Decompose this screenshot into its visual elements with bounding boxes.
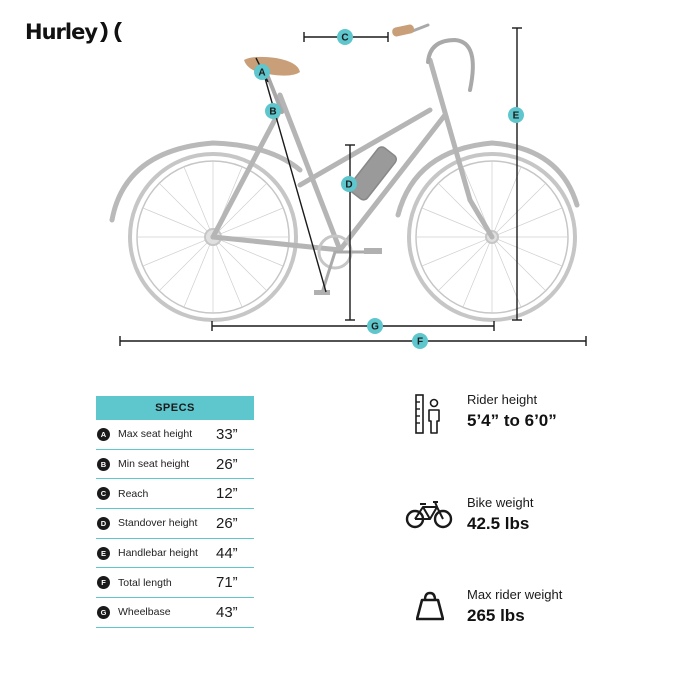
spec-row <box>96 479 254 509</box>
brand-name: Hurley <box>25 20 98 44</box>
svg-text:C: C <box>341 32 349 44</box>
specs-table <box>96 396 254 628</box>
marker-d <box>341 176 357 192</box>
bike-weight-value: 42.5 lbs <box>467 514 530 533</box>
weight-icon <box>416 591 444 621</box>
spec-value: 44” <box>216 544 238 562</box>
marker-f <box>412 333 428 349</box>
spec-badge: B <box>97 458 110 471</box>
marker-c <box>337 29 353 45</box>
spec-row <box>96 598 254 628</box>
marker-g <box>367 318 383 334</box>
svg-text:F: F <box>416 336 424 348</box>
spec-label: Handlebar height <box>118 547 198 560</box>
svg-text:D: D <box>345 179 353 191</box>
bike-illustration <box>112 25 577 320</box>
spec-badge: F <box>97 576 110 589</box>
spec-badge: E <box>97 547 110 560</box>
max-rider-weight-value: 265 lbs <box>467 606 525 625</box>
spec-label: Min seat height <box>118 458 190 471</box>
marker-b <box>265 103 281 119</box>
spec-row <box>96 568 254 598</box>
spec-badge: D <box>97 517 110 530</box>
specs-title: SPECS <box>96 396 254 420</box>
spec-row <box>96 539 254 569</box>
spec-badge: A <box>97 428 110 441</box>
spec-row <box>96 509 254 539</box>
spec-value: 71” <box>216 574 238 592</box>
saddle <box>244 57 300 76</box>
spec-label: Wheelbase <box>118 606 171 619</box>
rider-height-icon <box>414 394 442 434</box>
rider-height-label: Rider height <box>467 392 538 407</box>
spec-value: 33” <box>216 425 238 443</box>
bicycle-icon <box>405 499 453 529</box>
max-rider-weight-label: Max rider weight <box>467 587 563 602</box>
spec-value: 26” <box>216 455 238 473</box>
handlebar-grip <box>391 24 414 37</box>
rider-height-value: 5’4” to 6’0” <box>467 411 557 430</box>
svg-text:A: A <box>258 67 266 79</box>
spec-badge: G <box>97 606 110 619</box>
svg-text:G: G <box>371 321 379 333</box>
spec-value: 43” <box>216 603 238 621</box>
spec-value: 26” <box>216 514 238 532</box>
spec-value: 12” <box>216 485 238 503</box>
spec-label: Reach <box>118 487 149 500</box>
spec-row <box>96 420 254 450</box>
svg-text:B: B <box>269 106 277 118</box>
spec-label: Max seat height <box>118 428 193 441</box>
svg-text:E: E <box>512 110 520 122</box>
marker-a <box>254 64 270 80</box>
marker-e <box>508 107 524 123</box>
spec-label: Total length <box>118 576 172 589</box>
spec-label: Standover height <box>118 517 198 530</box>
bike-weight-label: Bike weight <box>467 495 534 510</box>
spec-row <box>96 450 254 480</box>
spec-badge: C <box>97 487 110 500</box>
